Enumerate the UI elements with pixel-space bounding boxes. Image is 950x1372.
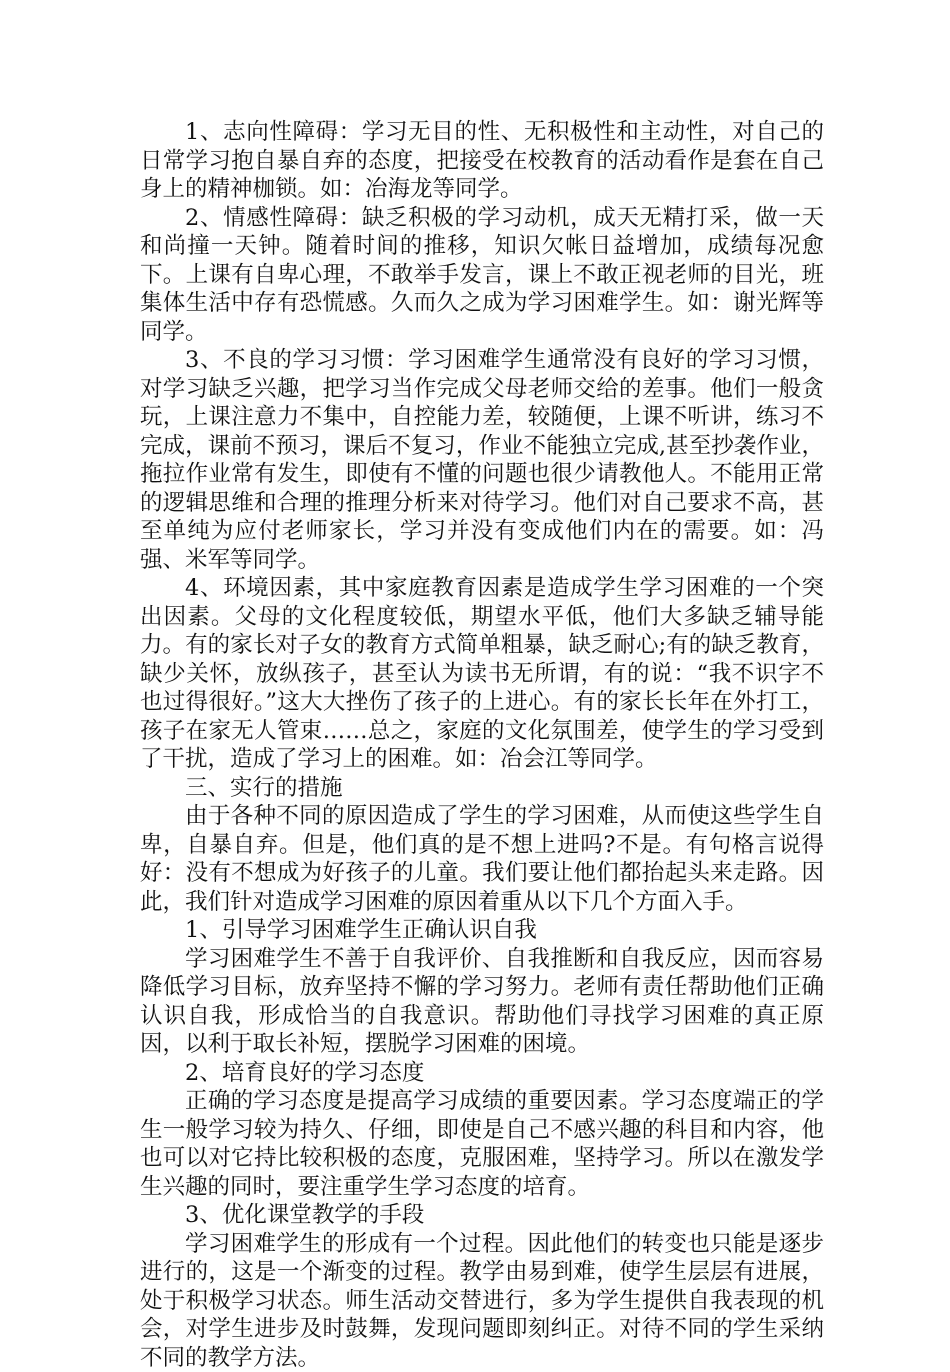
paragraph-environment: 4、环境因素，其中家庭教育因素是造成学生学习困难的一个突出因素。父母的文化程度较低，期望水平低，他们大多缺乏辅导能力。有的家长对子女的教育方式简单粗暴，缺乏耐心;有的缺乏教育，缺少关怀，放纵孩子，甚至认为读书无所谓，有的说：“我不识字不也过得很好。”这大大挫伤了孩子的上进心。有的家长长年在外打工，孩子在家无人管束……总之，家庭的文化氛围差，使学生的学习受到了干扰，造成了学习上的困难。如：冶会江等同学。 bbox=[140, 574, 824, 774]
paragraph-self-awareness: 学习困难学生不善于自我评价、自我推断和自我反应，因而容易降低学习目标，放弃坚持不懈的学习努力。老师有责任帮助他们正确认识自我，形成恰当的自我意识。帮助他们寻找学习困难的真正原因，以利于取长补短，摆脱学习困难的困境。 bbox=[140, 945, 824, 1059]
document-page bbox=[140, 118, 824, 1372]
paragraph-classroom: 学习困难学生的形成有一个过程。因此他们的转变也只能是逐步进行的，这是一个渐变的过程。教学由易到难，使学生层层有进展，处于积极学习状态。师生活动交替进行，多为学生提供自我表现的机会，对学生进步及时鼓舞，发现问题即刻纠正。对待不同的学生采纳不同的教学方法。 bbox=[140, 1230, 824, 1372]
paragraph-attitude: 正确的学习态度是提高学习成绩的重要因素。学习态度端正的学生一般学习较为持久、仔细，即使是自己不感兴趣的科目和内容，他也可以对它持比较积极的态度，克服困难，坚持学习。所以在激发学生兴趣的同时，要注重学生学习态度的培育。 bbox=[140, 1087, 824, 1201]
subheading-attitude: 2、培育良好的学习态度 bbox=[140, 1059, 824, 1088]
paragraph-emotion-obstacle: 2、情感性障碍：缺乏积极的学习动机，成天无精打采，做一天和尚撞一天钟。随着时间的推移，知识欠帐日益增加，成绩每况愈下。上课有自卑心理，不敢举手发言，课上不敢正视老师的目光，班集体生活中存有恐慌感。久而久之成为学习困难学生。如：谢光辉等同学。 bbox=[140, 204, 824, 347]
subheading-self-awareness: 1、引导学习困难学生正确认识自我 bbox=[140, 916, 824, 945]
paragraph-will-obstacle: 1、志向性障碍：学习无目的性、无积极性和主动性，对自己的日常学习抱自暴自弃的态度，把接受在校教育的活动看作是套在自己身上的精神枷锁。如：冶海龙等同学。 bbox=[140, 118, 824, 204]
section-heading-measures: 三、实行的措施 bbox=[140, 774, 824, 803]
subheading-classroom: 3、优化课堂教学的手段 bbox=[140, 1201, 824, 1230]
paragraph-measures-intro: 由于各种不同的原因造成了学生的学习困难，从而使这些学生自卑，自暴自弃。但是，他们真的是不想上进吗?不是。有句格言说得好：没有不想成为好孩子的儿童。我们要让他们都抬起头来走路。因此，我们针对造成学习困难的原因着重从以下几个方面入手。 bbox=[140, 802, 824, 916]
paragraph-bad-habits: 3、不良的学习习惯：学习困难学生通常没有良好的学习习惯，对学习缺乏兴趣，把学习当作完成父母老师交给的差事。他们一般贪玩，上课注意力不集中，自控能力差，较随便，上课不听讲，练习不完成，课前不预习，课后不复习，作业不能独立完成,甚至抄袭作业，拖拉作业常有发生，即使有不懂的问题也很少请教他人。不能用正常的逻辑思维和合理的推理分析来对待学习。他们对自己要求不高，甚至单纯为应付老师家长，学习并没有变成他们内在的需要。如：冯强、米军等同学。 bbox=[140, 346, 824, 574]
